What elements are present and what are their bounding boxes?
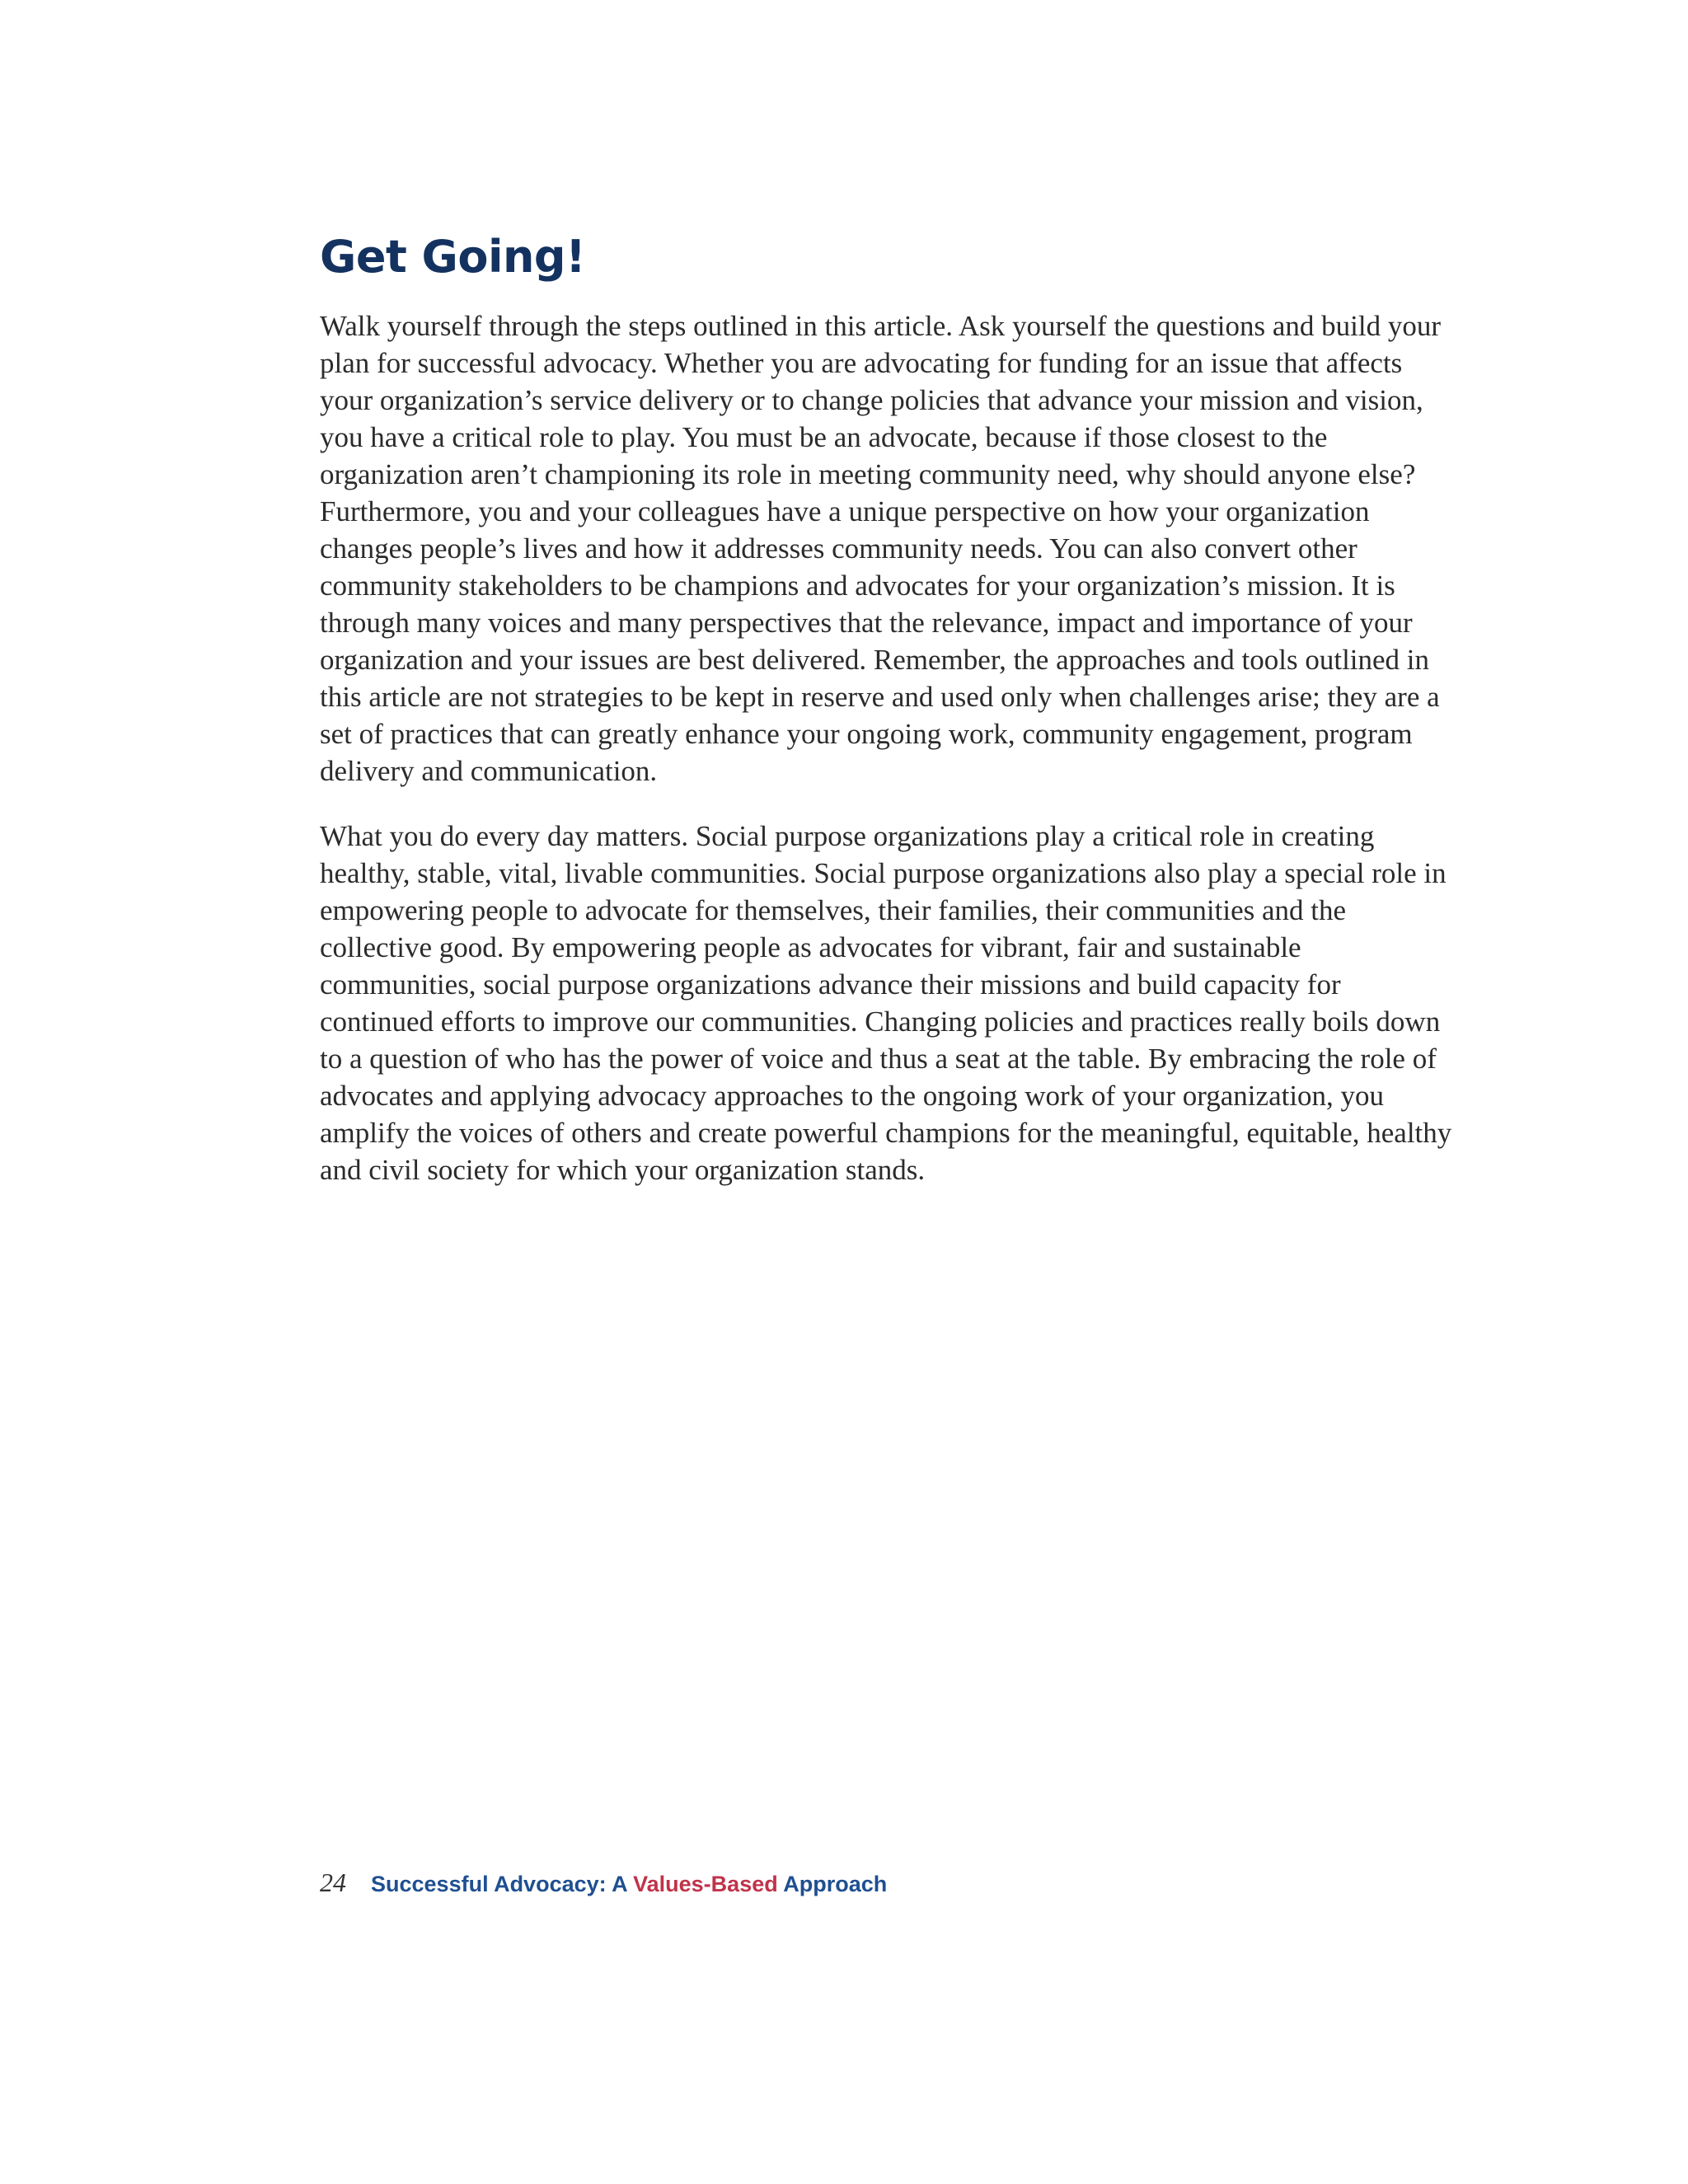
page-content	[320, 231, 1457, 1216]
page-number: 24	[320, 1868, 346, 1897]
publication-title	[371, 1872, 887, 1897]
page-footer	[320, 1868, 887, 1898]
paragraph-2: What you do every day matters. Social purpose organizations play a critical role in creating healthy, stable, vital, livable communities. Social purpose organizations also play a special role in empowering people to advocate for themselves, their families, their communities and the collective good. By empowering people as advocates for vibrant, fair and sustainable communities, social purpose organizations advance their missions and build capacity for continued efforts to improve our communities. Changing policies and practices really boils down to a question of who has the power of voice and thus a seat at the table. By embracing the role of advocates and applying advocacy approaches to the ongoing work of your organization, you amplify the voices of others and create powerful champions for the meaningful, equitable, healthy and civil society for which your organization stands.	[320, 819, 1452, 1186]
section-heading: Get Going!	[320, 231, 586, 283]
publication-title-part-2: Values-Based	[633, 1872, 778, 1896]
publication-title-part-1: Successful Advocacy: A	[371, 1872, 634, 1896]
paragraph-1: Walk yourself through the steps outlined in this article. Ask yourself the questions and build your plan for successful advocacy. Whether you are advocating for funding for an issue that affects your organization’s service delivery or to change policies that advance your mission and vision, you have a critical role to play. You must be an advocate, because if those closest to the organization aren’t championing its role in meeting community need, why should anyone else? Furthermore, you and your colleagues have a unique perspective on how your organization changes people’s lives and how it addresses community needs. You can also convert other community stakeholders to be champions and advocates for your organization’s mission. It is through many voices and many perspectives that the relevance, impact and importance of your organization and your issues are best delivered. Remember, the approaches and tools outlined in this article are not strategies to be kept in reserve and used only when challenges arise; they are a set of practices that can greatly enhance your ongoing work, community engagement, program delivery and communication.	[320, 309, 1442, 787]
publication-title-part-3: Approach	[777, 1872, 888, 1896]
